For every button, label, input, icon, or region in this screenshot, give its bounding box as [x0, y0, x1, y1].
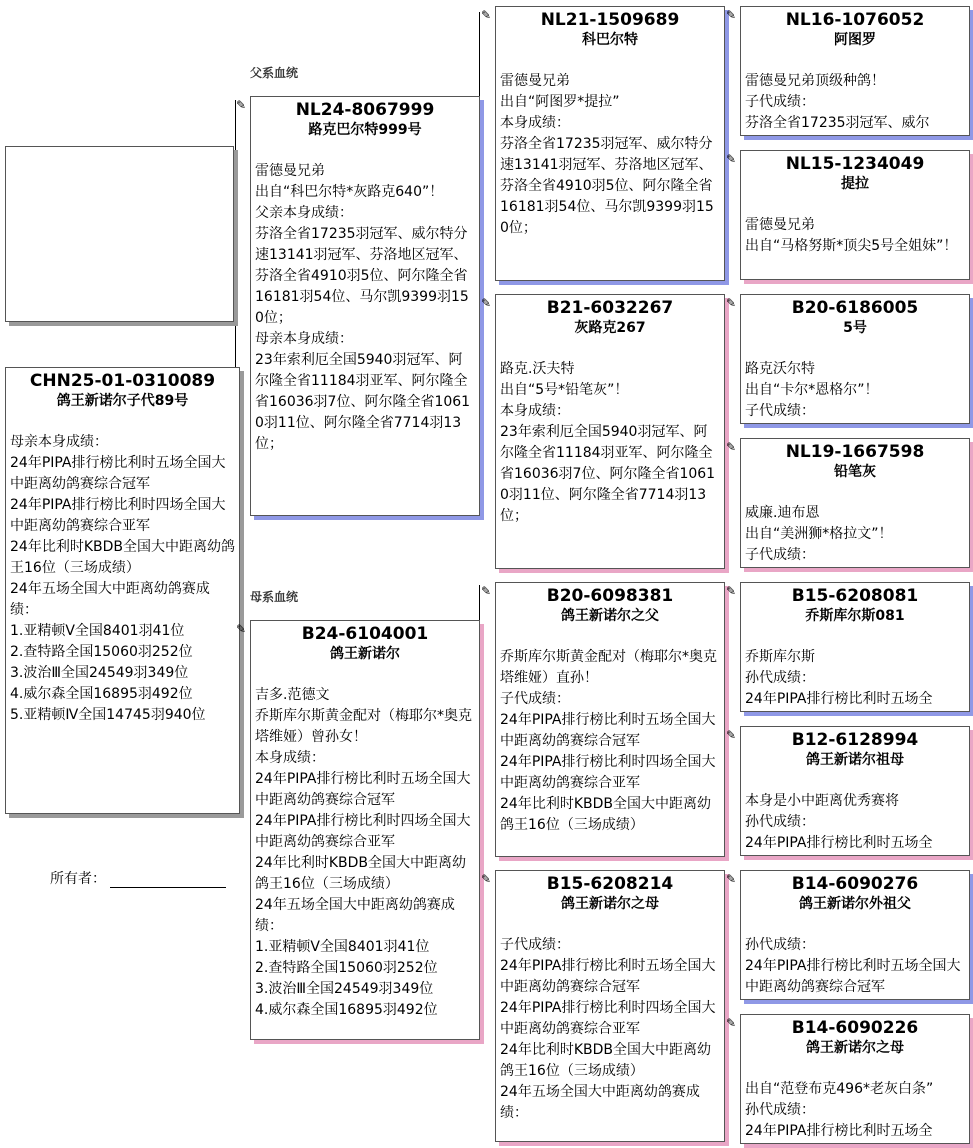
photo-placeholder [5, 146, 234, 322]
dam-dam-name: 鸽王新诺尔之母 [561, 896, 659, 912]
ggp-ring: B14-6090276 [791, 874, 919, 894]
ggp-card-4 [740, 438, 970, 568]
ggp-name: 鸽王新诺尔之母 [806, 1040, 904, 1056]
edit-icon[interactable]: ✎ [725, 152, 737, 166]
sire-card [250, 96, 480, 516]
ggp-name: 阿图罗 [834, 32, 876, 48]
ggp-ring: NL15-1234049 [785, 154, 925, 174]
ggp-card-8 [740, 1014, 970, 1144]
ggp-card-1 [740, 6, 970, 136]
sire-sire-card [495, 6, 725, 281]
owner-blank-line [110, 875, 226, 888]
ggp-card-7 [740, 870, 970, 1000]
edit-icon[interactable]: ✎ [480, 872, 492, 886]
ggp-details: 出自“范登布克496*老灰白条” 孙代成绩： 24年PIPA排行榜比利时五场全 [745, 1081, 934, 1139]
edit-icon[interactable]: ✎ [725, 584, 737, 598]
ggp-card-5 [740, 582, 970, 712]
ggp-details: 雷德曼兄弟 出自“马格努斯*顶尖5号全姐妹”！ [745, 217, 958, 254]
dam-ring: B24-6104001 [301, 624, 429, 644]
sire-sire-details: 雷德曼兄弟 出自“阿图罗*提拉” 本身成绩： 芬洛全省17235羽冠军、威尔特分速13141羽冠军、芬洛地区冠军、芬洛全省4910羽5位、阿尔隆全省16181羽54位、马尔凯9399羽150位； [500, 73, 714, 236]
sire-ring: NL24-8067999 [295, 100, 435, 120]
dam-card [250, 620, 480, 1040]
sire-sire-ring: NL21-1509689 [540, 10, 680, 30]
ggp-details: 孙代成绩： 24年PIPA排行榜比利时五场全国大中距离幼鸽赛综合冠军 [745, 937, 961, 995]
ggp-ring: B14-6090226 [791, 1018, 919, 1038]
edit-icon[interactable]: ✎ [235, 622, 247, 636]
edit-icon[interactable]: ✎ [480, 296, 492, 310]
edit-icon[interactable]: ✎ [725, 296, 737, 310]
dam-sire-ring: B20-6098381 [546, 586, 674, 606]
dam-sire-name: 鸽王新诺尔之父 [561, 608, 659, 624]
ggp-name: 鸽王新诺尔外祖父 [799, 896, 911, 912]
edit-icon[interactable]: ✎ [480, 8, 492, 22]
edit-icon[interactable]: ✎ [725, 8, 737, 22]
ggp-details: 本身是小中距离优秀赛将 孙代成绩： 24年PIPA排行榜比利时五场全 [745, 793, 933, 851]
dam-sire-card [495, 582, 725, 857]
ggp-name: 鸽王新诺尔祖母 [806, 752, 904, 768]
sire-dam-card [495, 294, 725, 569]
sire-dam-name: 灰路克267 [574, 320, 646, 336]
ggp-ring: B20-6186005 [791, 298, 919, 318]
owner-label: 所有者： [50, 871, 106, 887]
dam-details: 吉多.范德文 乔斯库尔斯黄金配对（梅耶尔*奥克塔维娅）曾孙女！ 本身成绩： 24年PIPA排行榜比利时五场全国大中距离幼鸽赛综合冠军 24年PIPA排行榜比利时四场全国大中距离幼鸽赛综合亚军 24年比利时KBDB全国大中距离幼鸽王16位（三场成绩） 24年五场全国大中距离幼鸽赛成绩： 1.亚精顿V全国8401羽41位 2.查特路全国15060羽252位 3.波治Ⅲ全国24549羽349位 4.威尔森全国16895羽492位 [255, 687, 472, 1018]
sire-details: 雷德曼兄弟 出自“科巴尔特*灰路克640”！ 父亲本身成绩： 芬洛全省17235羽冠军、威尔特分速13141羽冠军、芬洛地区冠军、芬洛全省4910羽5位、阿尔隆全省16181羽54位、马尔凯9399羽150位； 母亲本身成绩： 23年索利厄全国5940羽冠军、阿尔隆全省11184羽亚军、阿尔隆全省16036羽7位、阿尔隆全省10610羽11位、阿尔隆全省7714羽13位； [255, 163, 471, 452]
edit-icon[interactable]: ✎ [235, 98, 247, 112]
sire-dam-details: 路克.沃夫特 出自“5号*铅笔灰”！ 本身成绩： 23年索利厄全国5940羽冠军、阿尔隆全省11184羽亚军、阿尔隆全省16036羽7位、阿尔隆全省10610羽11位、阿尔隆全省7714羽13位； [500, 361, 716, 524]
ggp-ring: B15-6208081 [791, 586, 919, 606]
subject-ring: CHN25-01-0310089 [29, 371, 216, 391]
subject-details: 母亲本身成绩： 24年PIPA排行榜比利时五场全国大中距离幼鸽赛综合冠军 24年PIPA排行榜比利时四场全国大中距离幼鸽赛综合亚军 24年比利时KBDB全国大中距离幼鸽王16位（三场成绩） 24年五场全国大中距离幼鸽赛成绩： 1.亚精顿V全国8401羽41位 2.查特路全国15060羽252位 3.波治Ⅲ全国24549羽349位 4.威尔森全国16895羽492位 5.亚精顿Ⅳ全国14745羽940位 [10, 434, 235, 723]
dam-dam-ring: B15-6208214 [546, 874, 674, 894]
edit-icon[interactable]: ✎ [725, 440, 737, 454]
ggp-name: 5号 [843, 320, 867, 336]
sire-dam-ring: B21-6032267 [546, 298, 674, 318]
ggp-details: 乔斯库尔斯 孙代成绩： 24年PIPA排行榜比利时五场全 [745, 649, 933, 707]
edit-icon[interactable]: ✎ [725, 1016, 737, 1030]
edit-icon[interactable]: ✎ [480, 584, 492, 598]
subject-name: 鸽王新诺尔子代89号 [56, 393, 189, 409]
sire-line-label: 父系血统 [250, 66, 299, 80]
dam-sire-details: 乔斯库尔斯黄金配对（梅耶尔*奥克塔维娅）直孙！ 子代成绩： 24年PIPA排行榜比利时五场全国大中距离幼鸽赛综合冠军 24年PIPA排行榜比利时四场全国大中距离幼鸽赛综合亚军 24年比利时KBDB全国大中距离幼鸽王16位（三场成绩） [500, 649, 717, 833]
dam-dam-details: 子代成绩： 24年PIPA排行榜比利时五场全国大中距离幼鸽赛综合冠军 24年PIPA排行榜比利时四场全国大中距离幼鸽赛综合亚军 24年比利时KBDB全国大中距离幼鸽王16位（三场成绩） 24年五场全国大中距离幼鸽赛成绩： [500, 937, 716, 1121]
ggp-card-2 [740, 150, 970, 280]
edit-icon[interactable]: ✎ [725, 728, 737, 742]
subject-card [5, 367, 240, 814]
edit-icon[interactable]: ✎ [725, 872, 737, 886]
dam-name: 鸽王新诺尔 [330, 646, 400, 662]
ggp-name: 提拉 [841, 176, 869, 192]
ggp-details: 雷德曼兄弟顶级种鸽！ 子代成绩： 芬洛全省17235羽冠军、威尔 [745, 73, 930, 131]
ggp-ring: NL19-1667598 [785, 442, 925, 462]
sire-name: 路克巴尔特999号 [308, 122, 422, 138]
ggp-card-6 [740, 726, 970, 856]
ggp-ring: NL16-1076052 [785, 10, 925, 30]
ggp-name: 乔斯库尔斯081 [805, 608, 905, 624]
owner-field[interactable] [50, 868, 226, 888]
dam-dam-card [495, 870, 725, 1142]
ggp-card-3 [740, 294, 970, 424]
ggp-ring: B12-6128994 [791, 730, 919, 750]
ggp-details: 威廉.迪布恩 出自“美洲狮*格拉文”！ 子代成绩： [745, 505, 893, 563]
ggp-name: 铅笔灰 [834, 464, 876, 480]
ggp-details: 路克沃尔特 出自“卡尔*恩格尔”！ 子代成绩： [745, 361, 879, 419]
sire-sire-name: 科巴尔特 [582, 32, 638, 48]
dam-line-label: 母系血统 [250, 590, 299, 604]
